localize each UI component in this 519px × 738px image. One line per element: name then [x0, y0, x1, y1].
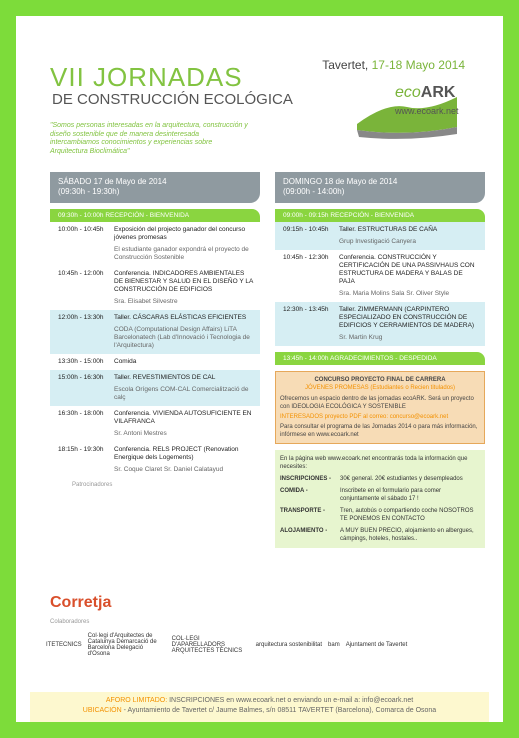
header	[30, 34, 489, 169]
schedule-title: Conferencia. RELS PROJECT (Renovation Energique dels Logements)	[114, 446, 239, 461]
schedule-title: Conferencia. CONSTRUCCIÓN Y CERTIFICACIÓN DE UNA PASSIVHAUS CON ESTRUCTURA DE MADERA Y BALAS DE PAJA	[339, 254, 475, 285]
schedule-speaker: Sr. Antoni Mestres	[114, 430, 167, 437]
saturday-header	[50, 172, 260, 203]
sunday-hours: (09:00h - 14:00h)	[283, 187, 345, 196]
schedule-time: 18:15h - 19:30h	[58, 446, 104, 453]
poster	[30, 34, 489, 722]
info-value: Inscribete en el formulario para comer conjuntamente el sábado 17 !	[340, 488, 442, 502]
schedule-item	[50, 442, 260, 478]
info-key: TRANSPORTE -	[280, 508, 325, 514]
dates: 17-18 Mayo 2014	[371, 58, 465, 72]
schedule-title: Exposición del projecto ganador del concurso jóvenes promesas	[114, 226, 246, 241]
schedule-time: 13:30h - 15:00h	[58, 358, 104, 365]
brand-logo	[395, 84, 455, 102]
schedule-time: 16:30h - 18:00h	[58, 410, 104, 417]
footer-aforo: AFORO LIMITADO:	[105, 697, 168, 704]
info-value: Tren, autobús o compartiendo coche NOSOTROS TE PONEMOS EN CONTACTO	[340, 508, 474, 522]
schedule-item	[50, 406, 260, 442]
contest-subtitle: JÓVENES PROMESAS (Estudiantes o Recien titulados)	[304, 385, 456, 391]
contest-title: CONCURSO PROYECTO FINAL DE CARRERA	[314, 377, 446, 383]
schedule-item	[275, 250, 485, 302]
info-row	[280, 487, 480, 503]
schedule-speaker: Sr. Coque Claret Sr. Daniel Calatayud	[114, 466, 224, 473]
place-date	[322, 58, 465, 72]
footer	[30, 692, 489, 722]
collaborator-logo: COL·LEGI D'APARELLADORS ARQUITECTES TÈCNICS	[171, 636, 243, 654]
intro-quote: "Somos personas interesadas en la arquitectura, construcción y diseño sostenible que de manera desinteresada intercambiamos conocimientos y experiencias sobre Arquitectura Bioclimática"	[50, 122, 248, 155]
schedule-time: 12:30h - 13:45h	[283, 306, 329, 313]
place: Tavertet,	[322, 58, 369, 72]
info-value: 30€ general. 20€ estudiantes y desempleados	[340, 476, 463, 482]
collaborator-logo: Ajuntament de Tavertet	[345, 642, 408, 648]
schedule-speaker: El estudiante ganador expondrá el proyecto de Construcción Sostenible	[114, 246, 249, 261]
schedule-speaker: Sra. Maria Molins Sala Sr. Oliver Style	[339, 290, 450, 297]
collaborator-logo: Col·legi d'Arquitectes de Catalunya Demarcació de Barcelona Delegació d'Osona	[87, 633, 157, 657]
title-main: VII JORNADAS	[50, 62, 243, 92]
schedule-title: Taller. ZIMMERMANN (CARPINTERO ESPECIALIZADO EN CONSTRUCCIÓN DE EDIFICIOS Y CERRAMIENTOS DE MADERA)	[339, 306, 475, 329]
info-key: INSCRIPCIONES -	[280, 476, 332, 482]
schedule-time: 12:00h - 13:30h	[58, 314, 104, 321]
schedule-speaker: Escola Orígens COM-CAL Comercialització de calç	[114, 386, 249, 401]
collaborator-logo: bam	[328, 642, 340, 648]
footer-ubicacion: UBICACIÓN	[82, 707, 122, 714]
schedule-item	[50, 310, 260, 354]
schedule-time: 10:45h - 12:00h	[58, 270, 104, 277]
info-row	[280, 527, 480, 543]
footer-inscripciones[interactable]: INSCRIPCIONES en www.ecoark.net o enviando un e-mail a: info@ecoark.net	[169, 697, 414, 704]
info-value: A MUY BUEN PRECIO, alojamiento en albergues, cámpings, hoteles, hostales..	[340, 528, 474, 542]
schedule-item	[50, 370, 260, 406]
saturday-day: SÁBADO 17 de Mayo de 2014	[58, 177, 167, 186]
schedule-time: 15:00h - 16:30h	[58, 374, 104, 381]
contest-text1: Ofrecemos un espacio dentro de las jornadas ecoARK. Será un proyecto con IDEOLOGIA ECOLÓGICA Y SOSTENIBLE	[280, 396, 474, 410]
schedule-item	[50, 222, 260, 266]
info-intro: En la página web www.ecoark.net encontrarás toda la información que necesites:	[280, 456, 468, 470]
sunday-header	[275, 172, 485, 203]
saturday-reception: 09:30h - 10:00h RECEPCIÓN - BIENVENIDA	[50, 209, 260, 222]
sunday-reception: 09:00h - 09:15h RECEPCIÓN - BIENVENIDA	[275, 209, 485, 222]
footer-address: - Ayuntamiento de Tavertet c/ Jaume Balmes, s/n 08511 TAVERTET (Barcelona), Comarca de Osona	[123, 707, 437, 714]
info-box	[275, 450, 485, 548]
schedule-item	[275, 302, 485, 346]
collaborators-label: Colaboradores	[50, 619, 90, 625]
schedule-time: 09:15h - 10:45h	[283, 226, 329, 233]
website[interactable]: www.ecoark.net	[395, 106, 459, 116]
contest-text3: Para consultar el programa de las Jornadas 2014 o para más información, infórmese en www.ecoark.net	[280, 424, 478, 438]
schedule-title: Conferencia. VIVIENDA AUTOSUFICIENTE EN VILAFRANCA	[114, 410, 252, 425]
schedule-speaker: Grup Investigació Canyera	[339, 238, 416, 245]
sunday-column	[275, 172, 485, 548]
collaborator-logo: arquitectura sostenibilitat	[255, 642, 323, 648]
collaborator-logo: ITETECNICS	[46, 642, 82, 648]
info-key: COMIDA -	[280, 488, 308, 494]
title-sub: DE CONSTRUCCIÓN ECOLÓGICA	[52, 91, 293, 108]
schedule-time: 10:45h - 12:30h	[283, 254, 329, 261]
schedule-title: Comida	[114, 358, 137, 365]
contest-text2: INTERESADOS proyecto PDF al correo: concurso@ecoark.net	[280, 414, 449, 420]
schedule-item	[50, 354, 260, 370]
schedule-title: Taller. CÁSCARAS ELÁSTICAS EFICIENTES	[114, 314, 247, 321]
schedule-speaker: Sr. Martin Krug	[339, 334, 383, 341]
schedule-speaker: Sra. Elisabet Silvestre	[114, 298, 178, 305]
schedule-title: Taller. REVESTIMIENTOS DE CAL	[114, 374, 216, 381]
brand-eco: eco	[395, 84, 421, 101]
info-row	[280, 475, 480, 483]
sunday-closing: 13:45h - 14:00h AGRADECIMIENTOS - DESPEDIDA	[275, 352, 485, 365]
info-row	[280, 507, 480, 523]
saturday-hours: (09:30h - 19:30h)	[58, 187, 120, 196]
sponsors-label: Patrocinadores	[72, 482, 113, 488]
saturday-column	[50, 172, 260, 488]
brand-ark: ARK	[420, 84, 456, 101]
schedule-title: Taller. ESTRUCTURAS DE CAÑA	[339, 226, 438, 233]
schedule-title: Conferencia. INDICADORES AMBIENTALES DE BIENESTAR Y SALUD EN EL DISEÑO Y LA CONSTRUCCIÓN DE EDIFICIOS	[114, 270, 253, 293]
contest-box	[275, 371, 485, 444]
schedule-item	[50, 266, 260, 310]
collaborator-logos	[46, 630, 476, 660]
schedule-item	[275, 222, 485, 250]
schedule-speaker: CODA (Computational Design Affairs) LiTA Barcelonatech (Lab d'Innovació i Tecnologia de l'Arquitectura)	[114, 326, 250, 349]
sunday-day: DOMINGO 18 de Mayo de 2014	[283, 177, 398, 186]
schedule-time: 10:00h - 10:45h	[58, 226, 104, 233]
sponsor-corretja: Corretja	[50, 594, 112, 611]
info-key: ALOJAMIENTO -	[280, 528, 328, 534]
